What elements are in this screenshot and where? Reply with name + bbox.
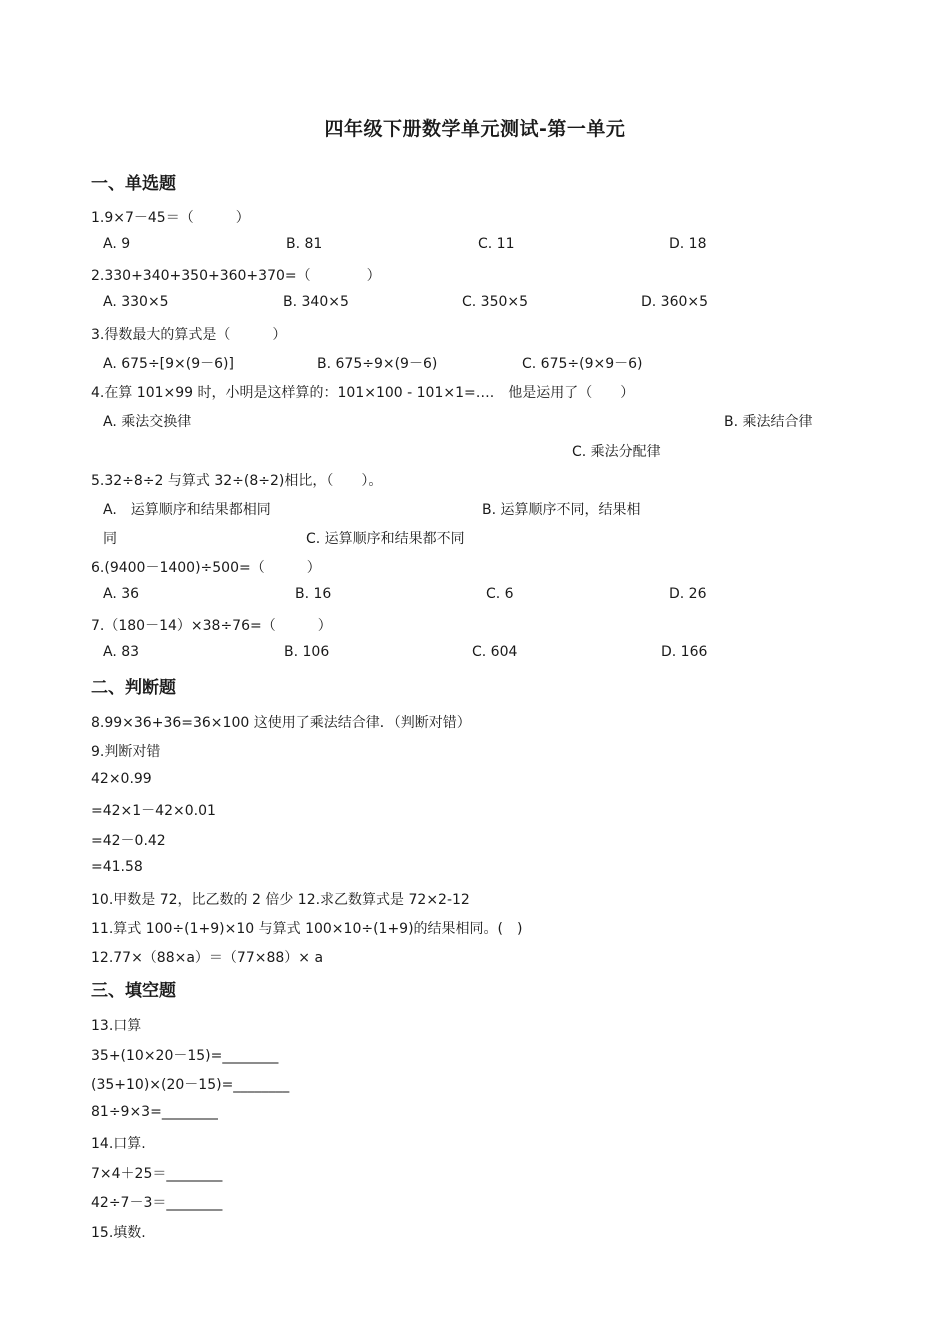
- question-9-line-1: 42×0.99: [91, 771, 152, 787]
- question-7-stem: 7.（180－14）×38÷76=（ ）: [91, 618, 332, 634]
- question-6-option-d: D. 26: [669, 586, 707, 602]
- question-4-option-c: C. 乘法分配律: [572, 444, 661, 460]
- question-14-line-1: 7×4＋25＝________: [91, 1166, 223, 1182]
- question-9-line-2: =42×1－42×0.01: [91, 803, 216, 819]
- section-heading-true-false: 二、判断题: [91, 678, 176, 698]
- question-1-option-b: B. 81: [286, 236, 323, 252]
- question-2-option-a: A. 330×5: [103, 294, 169, 310]
- question-10-stem: 10.甲数是 72，比乙数的 2 倍少 12.求乙数算式是 72×2-12: [91, 892, 470, 908]
- question-1-option-c: C. 11: [478, 236, 515, 252]
- question-7-option-a: A. 83: [103, 644, 140, 660]
- question-9-line-3: =42－0.42: [91, 833, 166, 849]
- question-1-option-a: A. 9: [103, 236, 131, 252]
- section-heading-single-choice: 一、单选题: [91, 174, 176, 194]
- question-2-option-b: B. 340×5: [283, 294, 349, 310]
- question-2-option-d: D. 360×5: [641, 294, 709, 310]
- question-4-stem: 4.在算 101×99 时，小明是这样算的：101×100 - 101×1=…. 他是运用了（ ）: [91, 385, 635, 401]
- question-1-stem: 1.9×7－45＝（ ）: [91, 210, 250, 226]
- question-6-option-b: B. 16: [295, 586, 332, 602]
- question-2-option-c: C. 350×5: [462, 294, 529, 310]
- question-9-line-4: =41.58: [91, 859, 143, 875]
- question-13-stem: 13.口算: [91, 1018, 142, 1034]
- question-3-option-b: B. 675÷9×(9－6): [317, 356, 438, 372]
- question-4-option-b: B. 乘法结合律: [724, 414, 813, 430]
- question-5-option-c: C. 运算顺序和结果都不同: [306, 531, 465, 547]
- page-title: 四年级下册数学单元测试-第一单元: [324, 118, 626, 140]
- question-6-option-a: A. 36: [103, 586, 140, 602]
- question-13-line-3: 81÷9×3=________: [91, 1104, 218, 1120]
- question-3-option-c: C. 675÷(9×9－6): [522, 356, 643, 372]
- question-5-option-a: A. 运算顺序和结果都相同: [103, 502, 271, 518]
- question-4-option-a: A. 乘法交换律: [103, 414, 192, 430]
- question-14-line-2: 42÷7－3＝________: [91, 1195, 223, 1211]
- question-5-option-b: B. 运算顺序不同，结果相: [482, 502, 641, 518]
- question-7-option-d: D. 166: [661, 644, 708, 660]
- question-12-stem: 12.77×（88×a）＝（77×88）× a: [91, 950, 324, 966]
- question-3-stem: 3.得数最大的算式是（ ）: [91, 327, 287, 343]
- question-8-stem: 8.99×36+36=36×100 这使用了乘法结合律．（判断对错）: [91, 715, 471, 731]
- question-13-line-1: 35+(10×20－15)=________: [91, 1048, 279, 1064]
- question-7-option-b: B. 106: [284, 644, 330, 660]
- question-6-option-c: C. 6: [486, 586, 514, 602]
- question-13-line-2: (35+10)×(20－15)=________: [91, 1077, 290, 1093]
- question-5-stem: 5.32÷8÷2 与算式 32÷(8÷2)相比，（ ）。: [91, 473, 383, 489]
- question-7-option-c: C. 604: [472, 644, 518, 660]
- question-11-stem: 11.算式 100÷(1+9)×10 与算式 100×10÷(1+9)的结果相同。( ): [91, 921, 523, 937]
- question-6-stem: 6.(9400－1400)÷500=（ ）: [91, 560, 321, 576]
- question-5-option-b-continued: 同: [103, 531, 117, 547]
- question-2-stem: 2.330+340+350+360+370=（ ）: [91, 268, 381, 284]
- question-3-option-a: A. 675÷[9×(9－6)]: [103, 356, 234, 372]
- section-heading-fill-blank: 三、填空题: [91, 981, 176, 1001]
- question-1-option-d: D. 18: [669, 236, 707, 252]
- question-14-stem: 14.口算.: [91, 1136, 146, 1152]
- question-9-stem: 9.判断对错: [91, 744, 161, 760]
- question-15-stem: 15.填数.: [91, 1225, 146, 1241]
